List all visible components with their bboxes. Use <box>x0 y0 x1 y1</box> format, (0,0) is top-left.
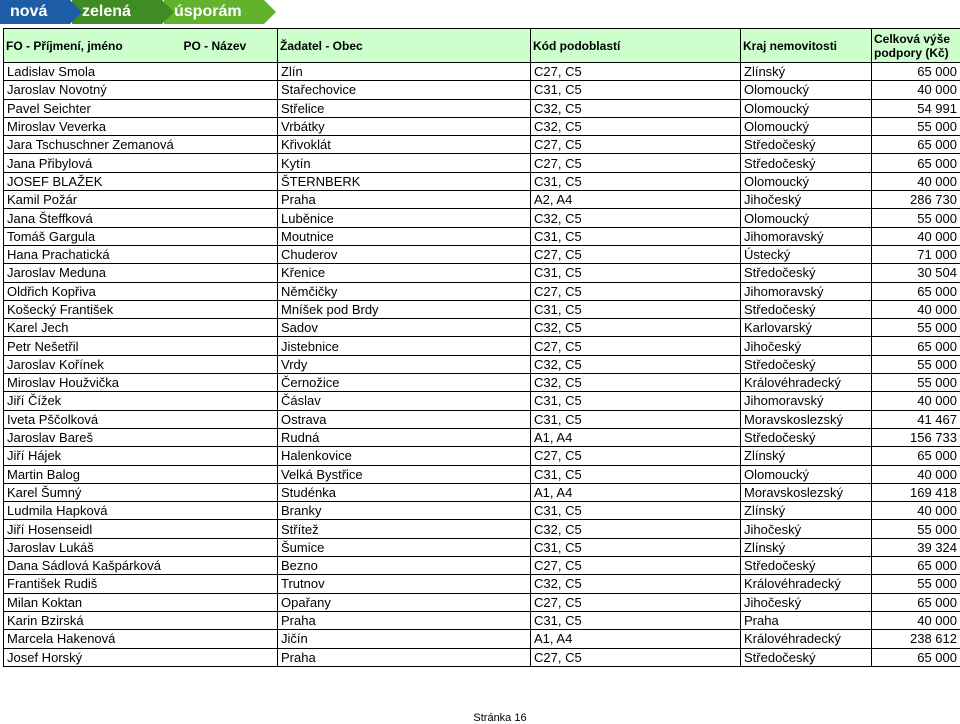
cell-amount: 65 000 <box>872 337 960 355</box>
table-row <box>4 245 960 263</box>
cell-amount: 65 000 <box>872 63 960 81</box>
table-row <box>4 538 960 556</box>
cell-subarea-code: C27, C5 <box>531 447 741 465</box>
cell-municipality: Praha <box>278 648 531 666</box>
cell-region: Středočeský <box>741 428 872 446</box>
table-row <box>4 282 960 300</box>
cell-subarea-code: C31, C5 <box>531 81 741 99</box>
cell-region: Středočeský <box>741 355 872 373</box>
cell-amount: 169 418 <box>872 483 960 501</box>
cell-amount: 40 000 <box>872 172 960 190</box>
table-row <box>4 520 960 538</box>
table-row <box>4 374 960 392</box>
table-row <box>4 392 960 410</box>
cell-municipality: Němčičky <box>278 282 531 300</box>
program-banner <box>0 0 264 24</box>
cell-subarea-code: C32, C5 <box>531 575 741 593</box>
cell-subarea-code: C27, C5 <box>531 63 741 81</box>
cell-name: Jaroslav Novotný <box>4 81 278 99</box>
cell-name: Košecký František <box>4 300 278 318</box>
cell-subarea-code: C31, C5 <box>531 300 741 318</box>
cell-subarea-code: C31, C5 <box>531 227 741 245</box>
cell-municipality: Jistebnice <box>278 337 531 355</box>
cell-region: Zlínský <box>741 538 872 556</box>
cell-region: Středočeský <box>741 557 872 575</box>
cell-region: Praha <box>741 611 872 629</box>
table-row <box>4 593 960 611</box>
cell-amount: 238 612 <box>872 630 960 648</box>
cell-region: Královéhradecký <box>741 374 872 392</box>
cell-municipality: Mníšek pod Brdy <box>278 300 531 318</box>
cell-region: Středočeský <box>741 648 872 666</box>
cell-name: Jaroslav Lukáš <box>4 538 278 556</box>
cell-name: Jiří Hosenseidl <box>4 520 278 538</box>
cell-municipality: Trutnov <box>278 575 531 593</box>
cell-name: Miroslav Houžvička <box>4 374 278 392</box>
cell-subarea-code: C32, C5 <box>531 520 741 538</box>
table-row <box>4 428 960 446</box>
cell-amount: 55 000 <box>872 520 960 538</box>
cell-name: Jana Šteffková <box>4 209 278 227</box>
cell-subarea-code: A1, A4 <box>531 483 741 501</box>
cell-amount: 40 000 <box>872 300 960 318</box>
table-body <box>4 63 960 667</box>
cell-name: Pavel Seichter <box>4 99 278 117</box>
table-row <box>4 355 960 373</box>
cell-subarea-code: C27, C5 <box>531 593 741 611</box>
cell-subarea-code: C32, C5 <box>531 117 741 135</box>
cell-amount: 54 991 <box>872 99 960 117</box>
cell-amount: 55 000 <box>872 355 960 373</box>
cell-region: Jihomoravský <box>741 392 872 410</box>
table-row <box>4 611 960 629</box>
cell-name: Jana Přibylová <box>4 154 278 172</box>
cell-region: Jihočeský <box>741 337 872 355</box>
cell-amount: 55 000 <box>872 319 960 337</box>
cell-amount: 65 000 <box>872 136 960 154</box>
cell-municipality: Chuderov <box>278 245 531 263</box>
cell-amount: 65 000 <box>872 282 960 300</box>
cell-municipality: Šumice <box>278 538 531 556</box>
cell-subarea-code: A1, A4 <box>531 630 741 648</box>
cell-municipality: Vrbátky <box>278 117 531 135</box>
cell-subarea-code: A1, A4 <box>531 428 741 446</box>
cell-municipality: Rudná <box>278 428 531 446</box>
cell-municipality: Ostrava <box>278 410 531 428</box>
cell-amount: 65 000 <box>872 154 960 172</box>
cell-region: Jihomoravský <box>741 227 872 245</box>
cell-subarea-code: C27, C5 <box>531 648 741 666</box>
cell-subarea-code: C31, C5 <box>531 611 741 629</box>
cell-amount: 65 000 <box>872 557 960 575</box>
cell-region: Zlínský <box>741 447 872 465</box>
cell-amount: 65 000 <box>872 648 960 666</box>
table-row <box>4 81 960 99</box>
table-row <box>4 319 960 337</box>
table-row <box>4 172 960 190</box>
cell-region: Olomoucký <box>741 99 872 117</box>
table-row <box>4 447 960 465</box>
cell-subarea-code: C31, C5 <box>531 392 741 410</box>
cell-name: Marcela Hakenová <box>4 630 278 648</box>
cell-name: Karel Jech <box>4 319 278 337</box>
table-header-row <box>4 29 960 63</box>
cell-municipality: Vrdy <box>278 355 531 373</box>
cell-amount: 55 000 <box>872 575 960 593</box>
cell-subarea-code: C31, C5 <box>531 264 741 282</box>
cell-name: Karin Bzirská <box>4 611 278 629</box>
cell-municipality: Praha <box>278 191 531 209</box>
header-po-name: PO - Název <box>182 29 278 63</box>
cell-name: Iveta Pščolková <box>4 410 278 428</box>
cell-municipality: Jičín <box>278 630 531 648</box>
cell-amount: 40 000 <box>872 81 960 99</box>
cell-amount: 40 000 <box>872 502 960 520</box>
cell-name: Jara Tschuschner Zemanová <box>4 136 278 154</box>
cell-region: Jihočeský <box>741 593 872 611</box>
cell-municipality: Luběnice <box>278 209 531 227</box>
cell-region: Jihočeský <box>741 520 872 538</box>
cell-subarea-code: C27, C5 <box>531 282 741 300</box>
cell-municipality: Velká Bystřice <box>278 465 531 483</box>
cell-amount: 39 324 <box>872 538 960 556</box>
cell-name: Martin Balog <box>4 465 278 483</box>
cell-subarea-code: C31, C5 <box>531 172 741 190</box>
cell-amount: 65 000 <box>872 593 960 611</box>
cell-municipality: Kytín <box>278 154 531 172</box>
cell-region: Ústecký <box>741 245 872 263</box>
table-row <box>4 191 960 209</box>
table-row <box>4 410 960 428</box>
cell-amount: 65 000 <box>872 447 960 465</box>
cell-region: Olomoucký <box>741 465 872 483</box>
cell-region: Středočeský <box>741 136 872 154</box>
table-row <box>4 557 960 575</box>
cell-name: Miroslav Veverka <box>4 117 278 135</box>
cell-name: Jiří Hájek <box>4 447 278 465</box>
table-row <box>4 227 960 245</box>
cell-name: Ladislav Smola <box>4 63 278 81</box>
cell-municipality: ŠTERNBERK <box>278 172 531 190</box>
cell-subarea-code: C32, C5 <box>531 209 741 227</box>
cell-name: Milan Koktan <box>4 593 278 611</box>
cell-amount: 286 730 <box>872 191 960 209</box>
cell-subarea-code: C27, C5 <box>531 154 741 172</box>
cell-subarea-code: C27, C5 <box>531 136 741 154</box>
cell-municipality: Halenkovice <box>278 447 531 465</box>
cell-amount: 55 000 <box>872 117 960 135</box>
cell-amount: 41 467 <box>872 410 960 428</box>
cell-amount: 40 000 <box>872 465 960 483</box>
cell-subarea-code: C27, C5 <box>531 245 741 263</box>
table-row <box>4 136 960 154</box>
table-row <box>4 630 960 648</box>
banner-word-3: úsporám <box>164 0 264 24</box>
header-municipality: Žadatel - Obec <box>278 29 531 63</box>
cell-subarea-code: A2, A4 <box>531 191 741 209</box>
cell-name: Jaroslav Bareš <box>4 428 278 446</box>
cell-amount: 71 000 <box>872 245 960 263</box>
cell-amount: 55 000 <box>872 374 960 392</box>
header-subarea-code: Kód podoblastí <box>531 29 741 63</box>
cell-name: Jaroslav Meduna <box>4 264 278 282</box>
table-row <box>4 483 960 501</box>
cell-subarea-code: C32, C5 <box>531 355 741 373</box>
cell-region: Zlínský <box>741 63 872 81</box>
header-region: Kraj nemovitosti <box>741 29 872 63</box>
cell-region: Jihočeský <box>741 191 872 209</box>
cell-municipality: Střítež <box>278 520 531 538</box>
cell-name: Jiří Čížek <box>4 392 278 410</box>
cell-name: Jaroslav Kořínek <box>4 355 278 373</box>
cell-amount: 55 000 <box>872 209 960 227</box>
table-row <box>4 465 960 483</box>
cell-municipality: Stařechovice <box>278 81 531 99</box>
cell-municipality: Moutnice <box>278 227 531 245</box>
cell-name: JOSEF BLAŽEK <box>4 172 278 190</box>
cell-subarea-code: C31, C5 <box>531 502 741 520</box>
cell-municipality: Sadov <box>278 319 531 337</box>
cell-municipality: Černožice <box>278 374 531 392</box>
cell-municipality: Praha <box>278 611 531 629</box>
cell-subarea-code: C31, C5 <box>531 410 741 428</box>
cell-name: Tomáš Gargula <box>4 227 278 245</box>
table-row <box>4 154 960 172</box>
cell-subarea-code: C31, C5 <box>531 465 741 483</box>
cell-subarea-code: C32, C5 <box>531 319 741 337</box>
cell-region: Královéhradecký <box>741 575 872 593</box>
cell-name: František Rudiš <box>4 575 278 593</box>
cell-subarea-code: C32, C5 <box>531 99 741 117</box>
cell-municipality: Bezno <box>278 557 531 575</box>
cell-municipality: Studénka <box>278 483 531 501</box>
table-row <box>4 337 960 355</box>
cell-municipality: Čáslav <box>278 392 531 410</box>
cell-amount: 40 000 <box>872 611 960 629</box>
cell-amount: 40 000 <box>872 392 960 410</box>
cell-municipality: Křivoklát <box>278 136 531 154</box>
header-fo-name: FO - Příjmení, jméno <box>4 29 182 63</box>
cell-region: Karlovarský <box>741 319 872 337</box>
cell-region: Olomoucký <box>741 209 872 227</box>
cell-region: Zlínský <box>741 502 872 520</box>
table-row <box>4 117 960 135</box>
table-row <box>4 648 960 666</box>
cell-municipality: Opařany <box>278 593 531 611</box>
cell-municipality: Branky <box>278 502 531 520</box>
table-row <box>4 575 960 593</box>
cell-region: Olomoucký <box>741 81 872 99</box>
table-row <box>4 209 960 227</box>
cell-region: Středočeský <box>741 264 872 282</box>
header-total-support: Celková výše podpory (Kč) <box>872 29 960 63</box>
cell-subarea-code: C27, C5 <box>531 337 741 355</box>
cell-region: Jihomoravský <box>741 282 872 300</box>
table-row <box>4 502 960 520</box>
cell-region: Středočeský <box>741 154 872 172</box>
cell-subarea-code: C31, C5 <box>531 538 741 556</box>
cell-name: Oldřich Kopřiva <box>4 282 278 300</box>
table-row <box>4 63 960 81</box>
cell-municipality: Křenice <box>278 264 531 282</box>
cell-name: Dana Sádlová Kašpárková <box>4 557 278 575</box>
cell-region: Moravskoslezský <box>741 410 872 428</box>
cell-subarea-code: C27, C5 <box>531 557 741 575</box>
cell-subarea-code: C32, C5 <box>531 374 741 392</box>
cell-amount: 30 504 <box>872 264 960 282</box>
table-row <box>4 99 960 117</box>
cell-municipality: Zlín <box>278 63 531 81</box>
cell-name: Hana Prachatická <box>4 245 278 263</box>
cell-name: Ludmila Hapková <box>4 502 278 520</box>
table-row <box>4 264 960 282</box>
cell-region: Moravskoslezský <box>741 483 872 501</box>
banner-word-2: zelená <box>72 0 162 24</box>
subsidy-table <box>3 28 960 667</box>
cell-region: Královéhradecký <box>741 630 872 648</box>
cell-name: Kamil Požár <box>4 191 278 209</box>
table-row <box>4 300 960 318</box>
cell-amount: 156 733 <box>872 428 960 446</box>
cell-region: Olomoucký <box>741 117 872 135</box>
page-number: Stránka 16 <box>473 712 527 724</box>
cell-region: Olomoucký <box>741 172 872 190</box>
cell-amount: 40 000 <box>872 227 960 245</box>
cell-name: Petr Nešetřil <box>4 337 278 355</box>
cell-municipality: Střelice <box>278 99 531 117</box>
cell-region: Středočeský <box>741 300 872 318</box>
cell-name: Josef Horský <box>4 648 278 666</box>
banner-word-1: nová <box>0 0 70 24</box>
cell-name: Karel Šumný <box>4 483 278 501</box>
